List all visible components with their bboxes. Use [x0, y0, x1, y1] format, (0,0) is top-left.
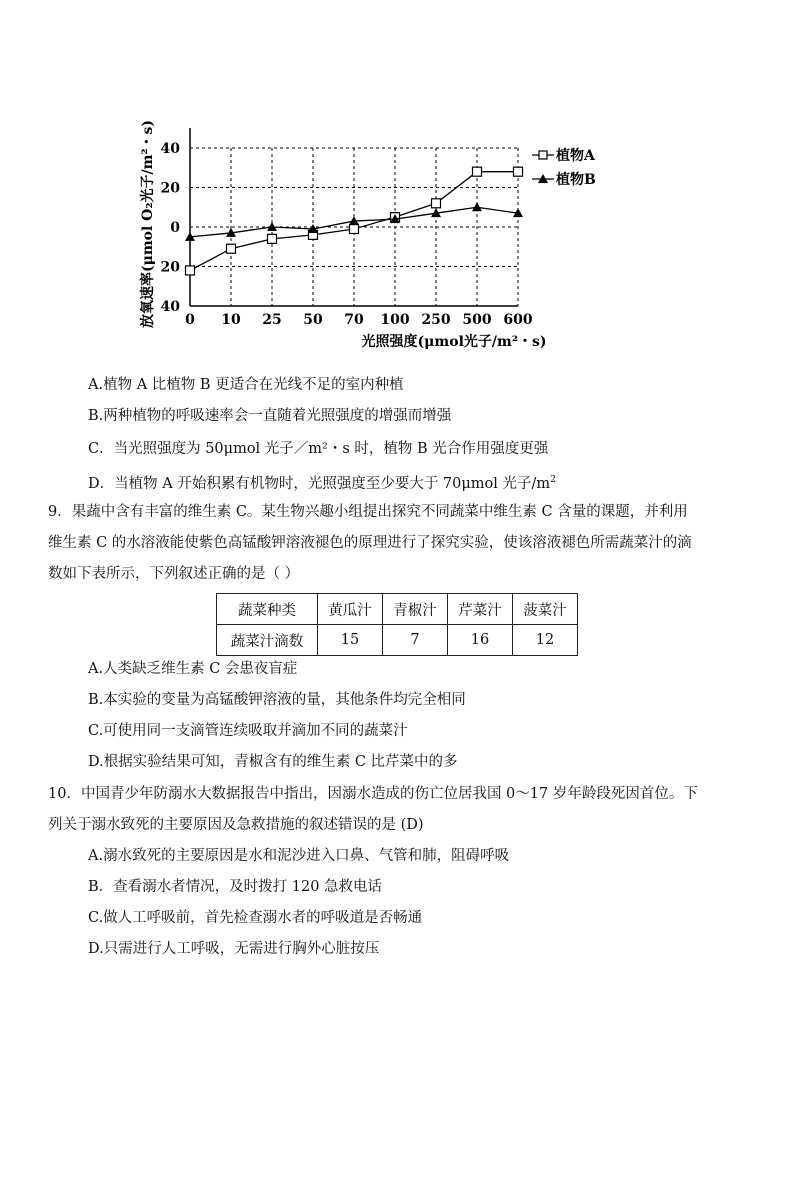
y-tick-label: 0: [170, 220, 180, 236]
table-cell: 7: [383, 625, 448, 656]
q8-option-b: B.两种植物的呼吸速率会一直随着光照强度的增强而增强: [88, 408, 452, 424]
table-cell: 蔬菜汁滴数: [217, 625, 318, 656]
x-tick-label: 100: [380, 312, 410, 328]
table-header-cell: 黄瓜汁: [318, 594, 383, 625]
table-cell: 16: [448, 625, 513, 656]
data-point-plant-a: [186, 266, 195, 275]
q9-option-a: A.人类缺乏维生素 C 会患夜盲症: [88, 661, 298, 677]
q10-stem-line2: 列关于溺水致死的主要原因及急救措施的叙述错误的是 (D): [48, 817, 424, 833]
q9-option-d: D.根据实验结果可知，青椒含有的维生素 C 比芹菜中的多: [88, 754, 458, 770]
oxygen-release-chart: [130, 108, 596, 358]
q9-stem-line1: 9．果蔬中含有丰富的维生素 C。某生物兴趣小组提出探究不同蔬菜中维生素 C 含量的课题，并利用: [48, 504, 688, 520]
q8-option-a: A.植物 A 比植物 B 更适合在光线不足的室内种植: [88, 377, 404, 393]
x-tick-label: 25: [262, 312, 282, 328]
x-tick-label: 70: [344, 312, 364, 328]
table-header-cell: 菠菜汁: [513, 594, 578, 625]
chart-legend: [532, 147, 596, 188]
x-axis-label: 光照强度(μmol光子/m²・s): [361, 334, 547, 350]
vegetable-drops-table: [216, 593, 578, 656]
legend-label-a: 植物A: [556, 148, 595, 164]
q9-stem-line3: 数如下表所示，下列叙述正确的是（ ）: [48, 566, 300, 582]
q10-option-d: D.只需进行人工呼吸，无需进行胸外心脏按压: [88, 941, 380, 957]
data-point-plant-a: [227, 244, 236, 253]
legend-label-b: 植物B: [556, 172, 596, 188]
q9-stem: [48, 497, 768, 590]
q8-option-d-superscript: 2: [550, 475, 556, 485]
q8-option-d: [88, 470, 556, 494]
x-tick-label: 500: [462, 312, 492, 328]
data-point-plant-a: [432, 199, 441, 208]
x-tick-label: 250: [421, 312, 451, 328]
table-row: [217, 594, 578, 625]
x-tick-label: 600: [503, 312, 533, 328]
q10-option-a: A.溺水致死的主要原因是水和泥沙进入口鼻、气管和肺，阻碍呼吸: [88, 848, 510, 864]
q10-option-c: C.做人工呼吸前，首先检查溺水者的呼吸道是否畅通: [88, 910, 423, 926]
data-point-plant-a: [514, 167, 523, 176]
data-point-plant-a: [473, 167, 482, 176]
q8-option-d-text: D．当植物 A 开始积累有机物时，光照强度至少要大于 70μmol 光子/m: [88, 475, 551, 492]
y-tick-label: 20: [160, 259, 180, 276]
y-tick-labels: [161, 141, 181, 315]
table-cell: 12: [513, 625, 578, 656]
x-tick-label: 50: [303, 312, 323, 328]
q9-stem-line2: 维生素 C 的水溶液能使紫色高锰酸钾溶液褪色的原理进行了探究实验，使该溶液褪色所需蔬菜汁的滴: [48, 535, 692, 551]
y-axis-label: 放氧速率(μmol O₂光子/m²・s): [140, 119, 156, 329]
table-cell: 15: [318, 625, 383, 656]
q10-stem-line1: 10．中国青少年防溺水大数据报告中指出，因溺水造成的伤亡位居我国 0～17 岁年龄段死因首位。下: [48, 786, 698, 802]
data-point-plant-a: [350, 224, 359, 233]
q10-stem: [48, 779, 768, 841]
q8-option-c: C．当光照强度为 50μmol 光子／m²・s 时，植物 B 光合作用强度更强: [88, 441, 549, 457]
y-tick-label: 20: [160, 180, 180, 197]
table-header-cell: 蔬菜种类: [217, 594, 318, 625]
q9-option-c: C.可使用同一支滴管连续吸取并滴加不同的蔬菜汁: [88, 723, 408, 739]
y-tick-label: 40: [160, 141, 180, 157]
x-tick-labels: [185, 312, 533, 328]
y-tick-label: 40: [160, 299, 180, 315]
data-point-plant-a: [268, 234, 277, 243]
legend-square-marker: [539, 151, 547, 159]
table-header-cell: 青椒汁: [383, 594, 448, 625]
q10-option-b: B．查看溺水者情况，及时拨打 120 急救电话: [88, 879, 383, 895]
table-row: [217, 625, 578, 656]
x-tick-label: 10: [221, 312, 241, 328]
x-tick-label: 0: [185, 312, 195, 328]
data-point-plant-b: [472, 202, 482, 211]
q9-option-b: B.本实验的变量为高锰酸钾溶液的量，其他条件均完全相同: [88, 692, 466, 708]
table-header-cell: 芹菜汁: [448, 594, 513, 625]
